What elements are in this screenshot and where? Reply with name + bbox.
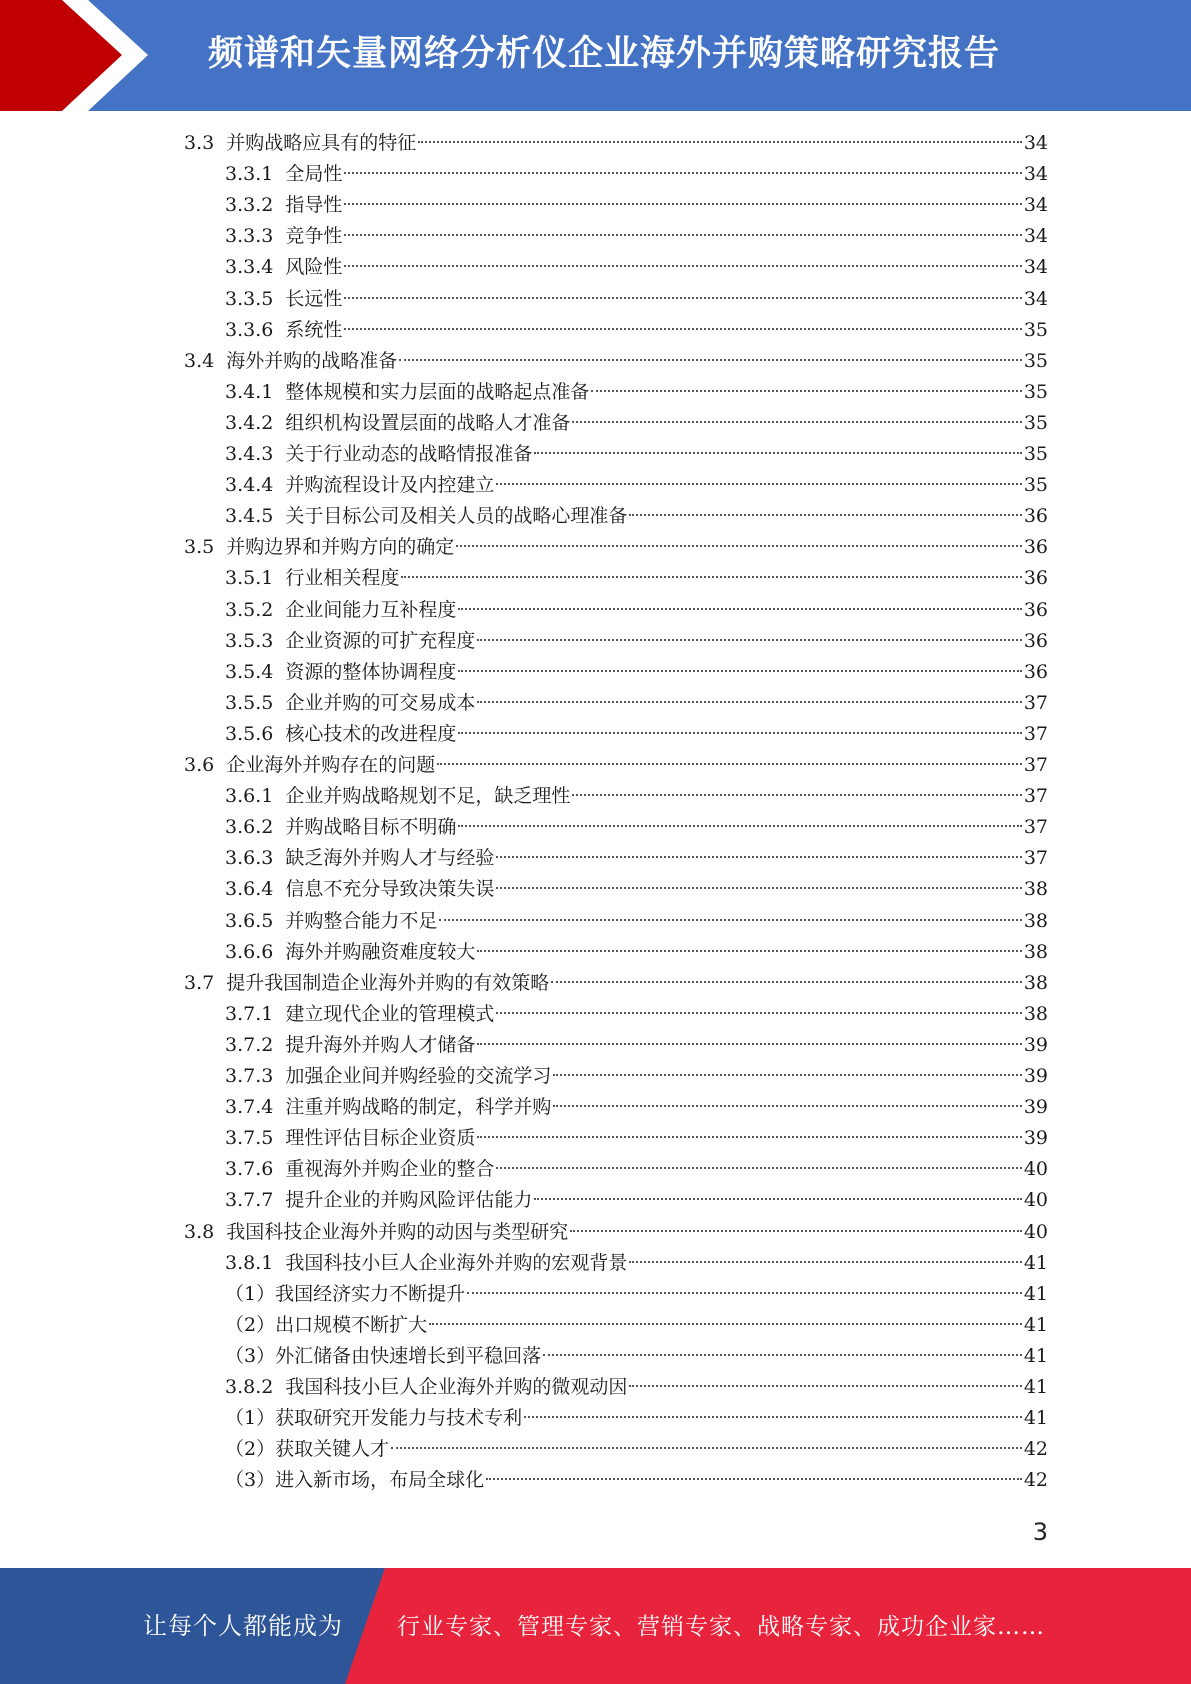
toc-entry[interactable] [225, 377, 1048, 408]
toc-entry-number: 3.3.1 [225, 163, 274, 186]
toc-dot-leader [551, 980, 1022, 983]
toc-entry-number: 3.6 [184, 754, 215, 776]
toc-dot-leader [458, 669, 1021, 672]
toc-entry-page: 39 [1023, 1065, 1048, 1087]
toc-entry-title: 加强企业间并购经验的交流学习 [285, 1065, 552, 1087]
toc-dot-leader [553, 1104, 1021, 1107]
toc-entry-title: 海外并购融资难度较大 [285, 940, 476, 963]
toc-dot-leader [591, 389, 1021, 392]
toc-dot-leader [458, 824, 1021, 827]
toc-entry-page: 39 [1023, 1096, 1048, 1119]
toc-entry-title: 并购流程设计及内控建立 [285, 474, 495, 497]
toc-entry-number: 3.5.5 [225, 691, 274, 714]
toc-dot-leader [496, 482, 1021, 485]
toc-dot-leader [458, 731, 1021, 734]
toc-dot-leader [401, 575, 1021, 578]
toc-entry-title: （2）出口规模不断扩大 [225, 1313, 428, 1336]
toc-entry-title: 海外并购的战略准备 [226, 349, 398, 372]
toc-entry-page: 36 [1023, 598, 1048, 621]
toc-entry-title: 建立现代企业的管理模式 [285, 1002, 495, 1025]
toc-entry[interactable] [225, 874, 1048, 905]
toc-dot-leader [437, 762, 1022, 765]
toc-dot-leader [477, 700, 1021, 703]
toc-dot-leader [543, 1353, 1022, 1356]
toc-entry-title: 我国科技企业海外并购的动因与类型研究 [226, 1220, 569, 1243]
toc-entry[interactable] [225, 408, 1048, 439]
toc-dot-leader [344, 233, 1021, 236]
toc-dot-leader [629, 1260, 1021, 1263]
toc-entry[interactable] [225, 688, 1048, 719]
toc-entry[interactable] [225, 906, 1048, 937]
toc-entry-title: 缺乏海外并购人才与经验 [285, 847, 495, 870]
toc-entry-page: 42 [1023, 1438, 1048, 1461]
toc-entry-page: 37 [1023, 722, 1048, 745]
toc-dot-leader [572, 420, 1021, 423]
header-arrow-decoration [0, 0, 200, 111]
toc-dot-leader [524, 1415, 1022, 1418]
toc-entry-title: 长远性 [285, 287, 343, 310]
toc-entry-title: 信息不充分导致决策失误 [285, 878, 495, 901]
toc-entry-number: 3.3.3 [225, 225, 274, 248]
toc-entry[interactable] [225, 812, 1048, 843]
toc-entry-page: 41 [1023, 1407, 1048, 1430]
toc-entry-title: 企业海外并购存在的问题 [226, 754, 436, 776]
toc-entry-number: 3.6.3 [225, 847, 274, 870]
toc-entry[interactable] [184, 128, 1048, 159]
toc-entry-title: 我国科技小巨人企业海外并购的宏观背景 [285, 1251, 628, 1274]
toc-dot-leader [534, 451, 1021, 454]
toc-entry-number: 3.7 [184, 971, 215, 994]
toc-entry[interactable] [225, 159, 1048, 190]
toc-entry[interactable] [184, 750, 1048, 781]
toc-entry-title: 并购战略目标不明确 [285, 816, 457, 839]
toc-entry[interactable] [225, 1341, 1048, 1372]
toc-entry-page: 36 [1023, 536, 1048, 559]
toc-entry[interactable] [225, 1092, 1048, 1123]
toc-entry-page: 35 [1023, 318, 1048, 341]
toc-dot-leader [553, 1073, 1021, 1076]
toc-entry-title: （1）获取研究开发能力与技术专利 [225, 1407, 523, 1430]
toc-entry-page: 35 [1023, 443, 1048, 465]
toc-entry-number: 3.5.4 [225, 660, 274, 683]
toc-entry-title: 资源的整体协调程度 [285, 660, 457, 683]
toc-entry-title: 指导性 [285, 194, 343, 217]
toc-dot-leader [496, 1166, 1021, 1169]
toc-entry-title: 提升我国制造企业海外并购的有效策略 [226, 971, 550, 994]
toc-entry[interactable] [225, 1465, 1048, 1496]
page-number: 3 [1032, 1518, 1048, 1546]
toc-entry-number: 3.3.2 [225, 194, 274, 217]
toc-entry[interactable] [225, 1434, 1048, 1465]
toc-entry-number: 3.7.4 [225, 1096, 274, 1119]
toc-entry-number: 3.5.6 [225, 722, 274, 745]
toc-entry-title: 系统性 [285, 318, 343, 341]
toc-dot-leader [477, 638, 1021, 641]
toc-entry-number: 3.7.7 [225, 1189, 274, 1212]
toc-entry-title: 关于行业动态的战略情报准备 [285, 443, 533, 465]
toc-entry-page: 41 [1023, 1251, 1048, 1274]
toc-entry-page: 34 [1023, 194, 1048, 217]
toc-entry-page: 40 [1023, 1220, 1048, 1243]
toc-entry[interactable] [225, 657, 1048, 688]
toc-entry-page: 41 [1023, 1313, 1048, 1336]
toc-entry-number: 3.6.1 [225, 785, 274, 808]
toc-entry[interactable] [225, 595, 1048, 626]
toc-entry-number: 3.7.2 [225, 1033, 274, 1056]
toc-entry-title: 整体规模和实力层面的战略起点准备 [285, 380, 590, 403]
page-header [0, 0, 1191, 111]
toc-entry[interactable] [225, 221, 1048, 252]
toc-entry-title: 企业并购的可交易成本 [285, 691, 476, 714]
toc-dot-leader [629, 513, 1021, 516]
toc-dot-leader [458, 607, 1021, 610]
toc-dot-leader [496, 855, 1021, 858]
toc-entry[interactable] [225, 439, 1048, 470]
toc-entry-title: 理性评估目标企业资质 [285, 1127, 476, 1150]
toc-entry-page: 37 [1023, 816, 1048, 839]
toc-entry-number: 3.4 [184, 349, 215, 372]
toc-entry[interactable] [225, 781, 1048, 812]
toc-entry-page: 34 [1023, 163, 1048, 186]
toc-entry-page: 34 [1023, 287, 1048, 310]
toc-entry-page: 37 [1023, 847, 1048, 870]
toc-entry[interactable] [225, 626, 1048, 657]
toc-dot-leader [477, 949, 1021, 952]
toc-entry[interactable] [225, 1123, 1048, 1154]
toc-entry-number: 3.7.1 [225, 1002, 274, 1025]
toc-entry-title: （1）我国经济实力不断提升 [225, 1282, 466, 1305]
toc-entry-number: 3.4.1 [225, 380, 274, 403]
toc-entry-title: （3）外汇储备由快速增长到平稳回落 [225, 1344, 542, 1367]
toc-entry-page: 41 [1023, 1344, 1048, 1367]
toc-dot-leader [391, 1446, 1022, 1449]
toc-entry-number: 3.8 [184, 1220, 215, 1243]
toc-entry-page: 35 [1023, 411, 1048, 434]
toc-entry[interactable] [225, 315, 1048, 346]
toc-dot-leader [344, 264, 1021, 267]
toc-entry-page: 38 [1023, 909, 1048, 932]
toc-entry-page: 40 [1023, 1189, 1048, 1212]
toc-entry-number: 3.3.4 [225, 256, 274, 279]
toc-entry-title: 企业资源的可扩充程度 [285, 629, 476, 652]
toc-entry-title: 提升海外并购人才储备 [285, 1033, 476, 1056]
toc-entry-page: 35 [1023, 349, 1048, 372]
toc-entry[interactable] [225, 563, 1048, 594]
footer-slogan-left: 让每个人都能成为 [143, 1612, 343, 1640]
toc-entry-title: 关于目标公司及相关人员的战略心理准备 [285, 505, 628, 528]
toc-entry-page: 34 [1023, 225, 1048, 248]
toc-entry-page: 41 [1023, 1282, 1048, 1305]
toc-entry[interactable] [184, 1217, 1048, 1248]
toc-entry-page: 35 [1023, 474, 1048, 497]
toc-entry-number: 3.3 [184, 132, 215, 154]
toc-entry-page: 34 [1023, 132, 1048, 154]
toc-entry[interactable] [225, 470, 1048, 501]
toc-entry-title: 我国科技小巨人企业海外并购的微观动因 [285, 1376, 628, 1398]
toc-entry[interactable] [225, 252, 1048, 283]
toc-entry[interactable] [225, 1248, 1048, 1279]
toc-entry[interactable] [225, 1403, 1048, 1434]
toc-entry-number: 3.6.2 [225, 816, 274, 839]
toc-entry[interactable] [184, 968, 1048, 999]
toc-dot-leader [344, 296, 1021, 299]
toc-entry-title: 企业间能力互补程度 [285, 598, 457, 621]
toc-dot-leader [496, 1011, 1021, 1014]
toc-entry-number: 3.6.5 [225, 909, 274, 932]
toc-entry[interactable] [225, 1279, 1048, 1310]
toc-dot-leader [344, 327, 1021, 330]
toc-entry[interactable] [225, 190, 1048, 221]
toc-entry-title: 并购战略应具有的特征 [226, 132, 417, 154]
toc-dot-leader [429, 1322, 1022, 1325]
toc-entry-number: 3.4.5 [225, 505, 274, 528]
toc-entry-page: 38 [1023, 1002, 1048, 1025]
toc-entry-page: 36 [1023, 505, 1048, 528]
toc-dot-leader [467, 1291, 1022, 1294]
toc-entry-title: （3）进入新市场，布局全球化 [225, 1469, 485, 1492]
toc-entry-page: 38 [1023, 971, 1048, 994]
toc-entry[interactable] [184, 346, 1048, 377]
toc-entry-number: 3.8.2 [225, 1376, 274, 1398]
toc-entry-page: 36 [1023, 567, 1048, 590]
toc-dot-leader [477, 1135, 1021, 1138]
toc-entry-number: 3.4.3 [225, 443, 274, 465]
toc-entry[interactable] [225, 1154, 1048, 1185]
toc-entry-page: 39 [1023, 1033, 1048, 1056]
toc-entry-title: 企业并购战略规划不足，缺乏理性 [285, 785, 571, 808]
toc-entry-page: 38 [1023, 940, 1048, 963]
toc-dot-leader [486, 1477, 1022, 1480]
toc-entry[interactable] [225, 1185, 1048, 1216]
toc-entry-page: 34 [1023, 256, 1048, 279]
toc-entry-title: （2）获取关键人才 [225, 1438, 390, 1461]
toc-entry[interactable] [225, 843, 1048, 874]
toc-entry-page: 41 [1023, 1376, 1048, 1398]
toc-entry-page: 38 [1023, 878, 1048, 901]
toc-entry-title: 提升企业的并购风险评估能力 [285, 1189, 533, 1212]
report-title: 频谱和矢量网络分析仪企业海外并购策略研究报告 [208, 34, 1001, 74]
page-footer [0, 1568, 1191, 1684]
footer-slogan-right: 行业专家、管理专家、营销专家、战略专家、成功企业家…… [397, 1614, 1045, 1640]
toc-entry-title: 竞争性 [285, 225, 343, 248]
toc-entry-number: 3.7.6 [225, 1158, 274, 1181]
toc-entry-page: 36 [1023, 629, 1048, 652]
toc-entry-title: 并购边界和并购方向的确定 [226, 536, 455, 559]
toc-entry-page: 40 [1023, 1158, 1048, 1181]
toc-dot-leader [572, 793, 1021, 796]
toc-entry-title: 注重并购战略的制定，科学并购 [285, 1096, 552, 1119]
toc-entry[interactable] [184, 532, 1048, 563]
toc-entry-number: 3.3.6 [225, 318, 274, 341]
toc-dot-leader [344, 202, 1021, 205]
toc-entry[interactable] [225, 1061, 1048, 1092]
toc-entry-page: 37 [1023, 785, 1048, 808]
toc-dot-leader [344, 171, 1021, 174]
toc-entry-title: 行业相关程度 [285, 567, 400, 590]
toc-entry-page: 42 [1023, 1469, 1048, 1492]
toc-entry-title: 风险性 [285, 256, 343, 279]
toc-entry-number: 3.8.1 [225, 1251, 274, 1274]
toc-dot-leader [477, 1042, 1021, 1045]
toc-entry-number: 3.6.4 [225, 878, 274, 901]
toc-entry-title: 全局性 [285, 163, 343, 186]
toc-entry-number: 3.4.2 [225, 411, 274, 434]
toc-entry[interactable] [225, 1030, 1048, 1061]
toc-entry-number: 3.5 [184, 536, 215, 559]
toc-entry[interactable] [225, 999, 1048, 1030]
toc-dot-leader [496, 886, 1021, 889]
toc-entry[interactable] [225, 937, 1048, 968]
toc-entry-number: 3.7.5 [225, 1127, 274, 1150]
toc-entry-title: 并购整合能力不足 [285, 909, 438, 932]
toc-entry-title: 重视海外并购企业的整合 [285, 1158, 495, 1181]
toc-dot-leader [439, 918, 1021, 921]
toc-entry-number: 3.4.4 [225, 474, 274, 497]
toc-entry[interactable] [225, 284, 1048, 315]
toc-entry-page: 37 [1023, 754, 1048, 776]
toc-dot-leader [534, 1197, 1021, 1200]
toc-entry[interactable] [225, 1310, 1048, 1341]
toc-entry-number: 3.6.6 [225, 940, 274, 963]
toc-entry-title: 核心技术的改进程度 [285, 722, 457, 745]
toc-entry-page: 37 [1023, 691, 1048, 714]
toc-entry-number: 3.5.1 [225, 567, 274, 590]
toc-entry[interactable] [225, 719, 1048, 750]
toc-dot-leader [418, 140, 1022, 143]
toc-dot-leader [456, 544, 1022, 547]
toc-entry-number: 3.3.5 [225, 287, 274, 310]
toc-entry-number: 3.5.3 [225, 629, 274, 652]
toc-dot-leader [570, 1229, 1022, 1232]
toc-entry-number: 3.7.3 [225, 1065, 274, 1087]
toc-entry-title: 组织机构设置层面的战略人才准备 [285, 411, 571, 434]
toc-entry-page: 36 [1023, 660, 1048, 683]
toc-dot-leader [399, 358, 1022, 361]
toc-entry-page: 39 [1023, 1127, 1048, 1150]
toc-dot-leader [629, 1384, 1021, 1387]
toc-entry[interactable] [225, 1372, 1048, 1403]
toc-entry-page: 35 [1023, 380, 1048, 403]
toc-entry[interactable] [225, 501, 1048, 532]
toc-entry-number: 3.5.2 [225, 598, 274, 621]
